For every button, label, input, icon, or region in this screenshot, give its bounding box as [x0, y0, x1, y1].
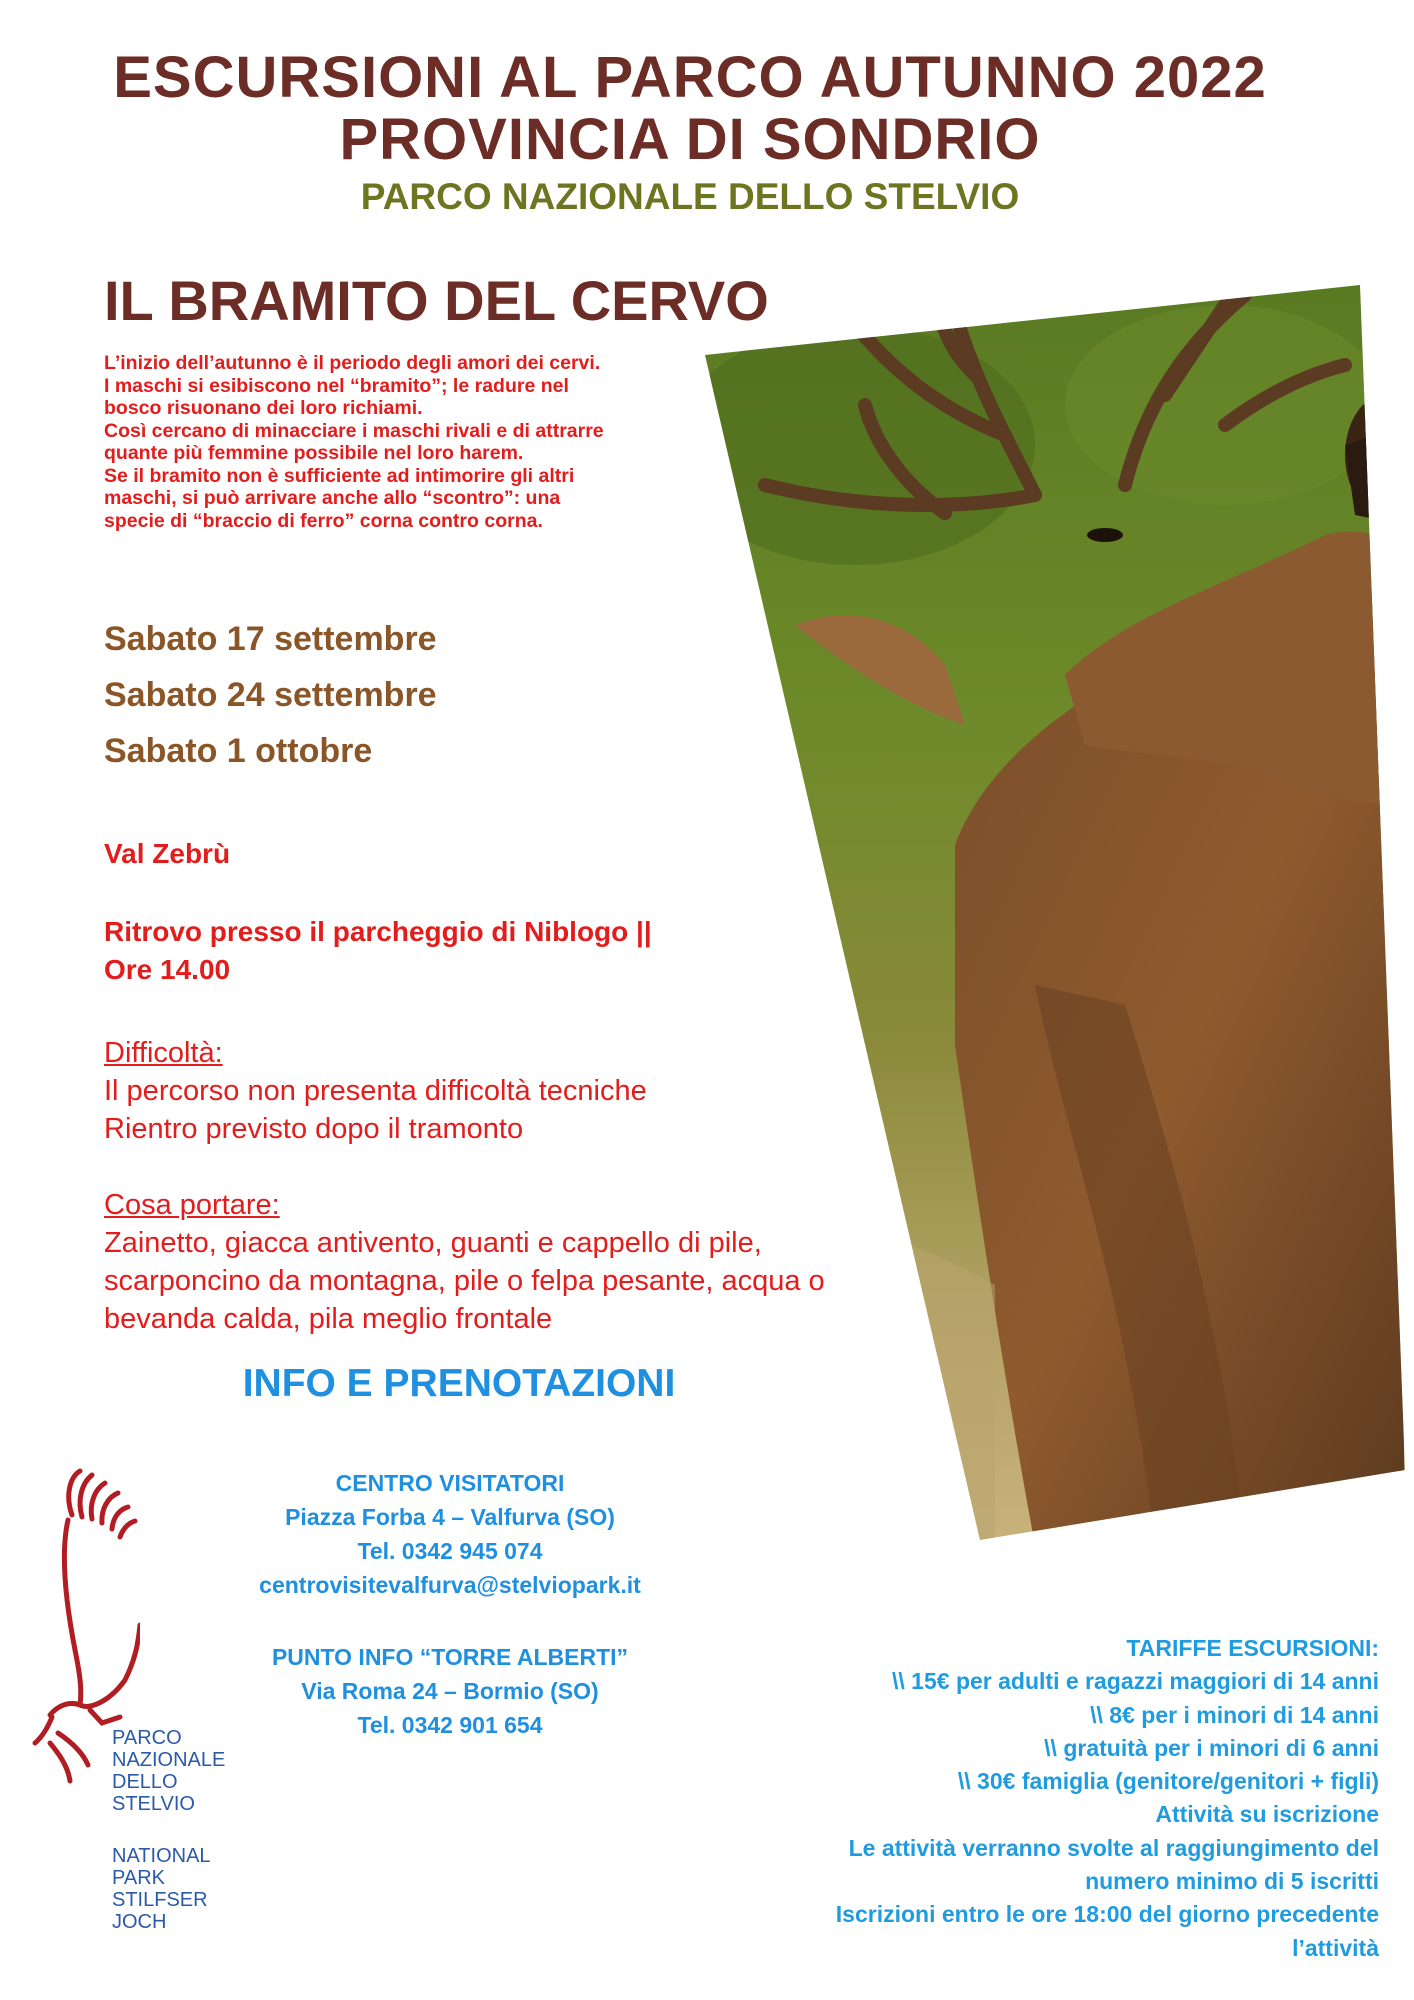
- logo-line: NATIONAL: [112, 1845, 211, 1867]
- meeting-time: Ore 14.00: [104, 954, 231, 985]
- tariff-note: Iscrizioni entro le ore 18:00 del giorno precedente: [835, 1901, 1379, 1928]
- difficulty-line: Il percorso non presenta difficoltà tecniche: [104, 1075, 647, 1107]
- event-location: Val Zebrù: [104, 838, 231, 869]
- bring-section: [104, 1186, 825, 1338]
- event-date: Sabato 1 ottobre: [104, 732, 373, 770]
- tariffs-block: [699, 1632, 1379, 1965]
- info-point-contact: [190, 1640, 710, 1742]
- tariff-line: \\ gratuità per i minori di 6 anni: [1044, 1734, 1379, 1761]
- visitor-center-contact: [190, 1466, 710, 1602]
- logo-line: PARK: [112, 1867, 165, 1889]
- tariff-note: Attività su iscrizione: [1155, 1801, 1379, 1828]
- page-title-line-2: PROVINCIA DI SONDRIO: [339, 107, 1041, 172]
- info-point-phone: Tel. 0342 901 654: [357, 1712, 543, 1738]
- difficulty-label: Difficoltà:: [104, 1037, 223, 1069]
- logo-line: NAZIONALE: [112, 1749, 226, 1771]
- difficulty-line: Rientro previsto dopo il tramonto: [104, 1113, 524, 1145]
- logo-text-it: [112, 1727, 225, 1815]
- page-subtitle: PARCO NAZIONALE DELLO STELVIO: [360, 176, 1020, 217]
- info-title: INFO E PRENOTAZIONI: [242, 1362, 676, 1405]
- bring-line: scarponcino da montagna, pile o felpa pesante, acqua o: [104, 1265, 825, 1297]
- intro-line: bosco risuonano dei loro richiami.: [104, 397, 423, 419]
- logo-line: DELLO: [112, 1771, 178, 1793]
- logo-text-de: [112, 1845, 211, 1933]
- intro-line: maschi, si può arrivare anche allo “scontro”: una: [104, 487, 561, 509]
- tariff-line: \\ 15€ per adulti e ragazzi maggiori di 14 anni: [892, 1668, 1379, 1695]
- tariff-note: l’attività: [1292, 1934, 1379, 1961]
- bring-line: Zainetto, giacca antivento, guanti e cappello di pile,: [104, 1227, 762, 1259]
- info-point-name: PUNTO INFO “TORRE ALBERTI”: [271, 1644, 629, 1670]
- intro-line: L’inizio dell’autunno è il periodo degli amori dei cervi.: [104, 352, 601, 374]
- page-title-line-1: ESCURSIONI AL PARCO AUTUNNO 2022: [113, 45, 1267, 110]
- intro-line: Se il bramito non è sufficiente ad intimorire gli altri: [104, 464, 575, 487]
- tariff-line: \\ 8€ per i minori di 14 anni: [1090, 1701, 1379, 1728]
- visitor-center-name: CENTRO VISITATORI: [335, 1470, 565, 1496]
- info-point-address: Via Roma 24 – Bormio (SO): [301, 1678, 599, 1704]
- bring-label: Cosa portare:: [104, 1189, 280, 1221]
- logo-line: STILFSER: [112, 1889, 208, 1911]
- logo-line: PARCO: [112, 1727, 182, 1749]
- intro-line: specie di “braccio di ferro” corna contro corna.: [104, 509, 543, 532]
- tariff-note: Le attività verranno svolte al raggiungimento del: [848, 1834, 1379, 1861]
- visitor-center-phone: Tel. 0342 945 074: [357, 1538, 543, 1564]
- bring-line: bevanda calda, pila meglio frontale: [104, 1303, 553, 1335]
- logo-line: STELVIO: [112, 1793, 195, 1815]
- tariff-line: \\ 30€ famiglia (genitore/genitori + figli): [957, 1768, 1379, 1795]
- visitor-center-address: Piazza Forba 4 – Valfurva (SO): [285, 1504, 615, 1530]
- event-title: IL BRAMITO DEL CERVO: [104, 269, 769, 332]
- logo-line: JOCH: [112, 1911, 167, 1933]
- difficulty-section: [104, 1034, 647, 1148]
- intro-line: Così cercano di minacciare i maschi rivali e di attrarre: [104, 419, 604, 442]
- event-date: Sabato 17 settembre: [104, 620, 437, 658]
- tariff-note: numero minimo di 5 iscritti: [1085, 1868, 1379, 1895]
- visitor-center-email: centrovisitevalfurva@stelviopark.it: [259, 1572, 641, 1598]
- event-intro: [104, 352, 704, 532]
- intro-line: I maschi si esibiscono nel “bramito”; le radure nel: [104, 374, 569, 397]
- meeting-point: Ritrovo presso il parcheggio di Niblogo ||: [104, 916, 652, 947]
- tariffs-title: TARIFFE ESCURSIONI:: [1126, 1635, 1379, 1661]
- event-date: Sabato 24 settembre: [104, 676, 437, 714]
- intro-line: quante più femmine possibile nel loro harem.: [104, 442, 524, 464]
- deer-photo: [705, 285, 1405, 1545]
